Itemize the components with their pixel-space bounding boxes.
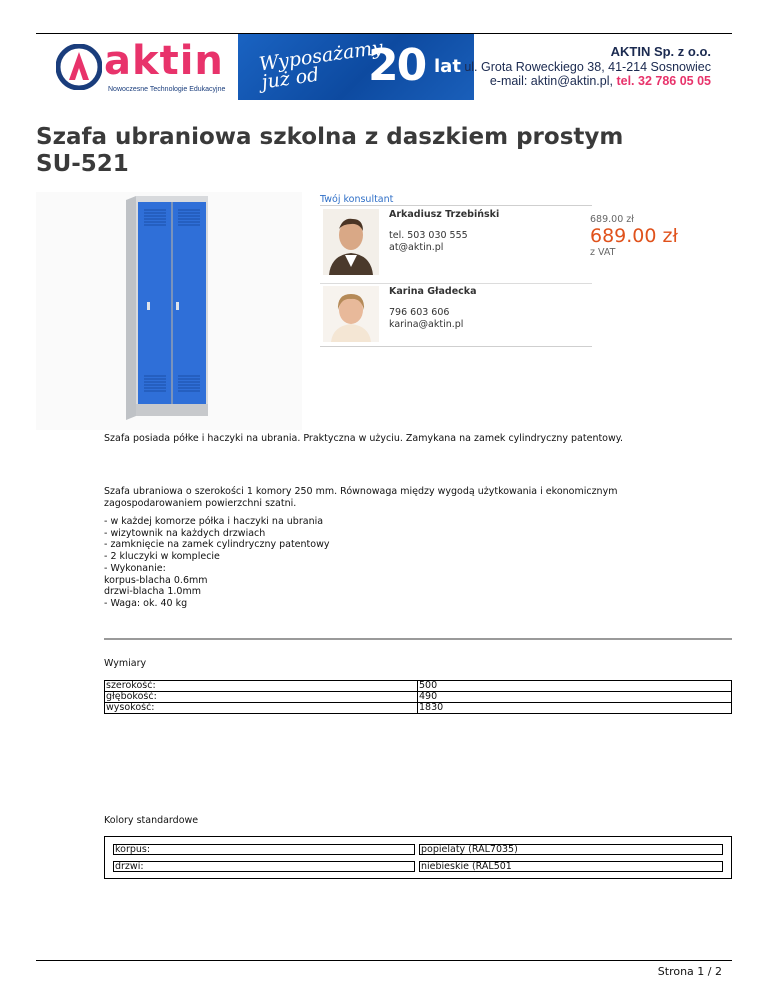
list-item: - Waga: ok. 40 kg <box>104 597 188 609</box>
logo-wordmark: aktin <box>104 38 224 84</box>
consultant-contact-2 <box>389 307 463 331</box>
banner-years-suffix: lat <box>434 56 461 77</box>
person-avatar-icon <box>323 286 379 342</box>
consultant-phone-1[interactable]: tel. 503 030 555 <box>389 230 468 241</box>
consultant-phone-2[interactable]: 796 603 606 <box>389 307 450 318</box>
table-cell-label: korpus: <box>113 844 415 855</box>
logo-tagline: Nowoczesne Technologie Edukacyjne <box>108 86 226 93</box>
company-phone[interactable]: tel. 32 786 05 05 <box>616 74 711 88</box>
page-number: Strona 1 / 2 <box>657 965 722 978</box>
table-row <box>105 681 732 692</box>
table-cell-value: 1830 <box>418 703 732 714</box>
aktin-logo[interactable] <box>56 40 236 98</box>
company-info <box>464 45 711 89</box>
company-contact <box>464 74 711 89</box>
consultant-heading[interactable]: Twój konsultant <box>320 194 394 205</box>
dimensions-table <box>104 680 732 714</box>
consultant-divider <box>320 283 592 284</box>
table-cell-label: głębokość: <box>105 692 418 703</box>
list-item: - wizytownik na każdych drzwiach <box>104 527 266 539</box>
locker-image <box>36 192 302 430</box>
price-net: 689.00 zł <box>590 214 634 225</box>
consultant-contact-1 <box>389 230 468 254</box>
table-row <box>105 692 732 703</box>
consultant-photo-2 <box>323 286 379 352</box>
product-title: Szafa ubraniowa szkolna z daszkiem prostym SU-521 <box>36 124 624 177</box>
consultant-name-1: Arkadiusz Trzebiński <box>389 209 500 220</box>
consultant-photo-1 <box>323 209 379 275</box>
table-cell-label: drzwi: <box>113 861 415 872</box>
anniversary-banner <box>238 34 474 100</box>
list-item: drzwi-blacha 1.0mm <box>104 586 201 598</box>
list-item: - w każdej komorze półka i haczyki na ubrania <box>104 516 324 527</box>
table-row <box>105 703 732 714</box>
description-intro: Szafa posiada półke i haczyki na ubrania. Praktyczna w użyciu. Zamykana na zamek cylindryczny patentowy. <box>104 433 624 444</box>
person-avatar-icon <box>323 209 379 275</box>
description-paragraph: Szafa ubraniowa o szerokości 1 komory 250 mm. Równowaga między wygodą użytkowania i ekonomicznym zagospodarowaniem powierzchni szatni. <box>104 486 618 509</box>
section-divider <box>104 638 732 640</box>
banner-slogan: Wyposażamy już od <box>257 36 385 94</box>
colors-table <box>104 836 732 879</box>
company-name: AKTIN Sp. z o.o. <box>610 44 711 59</box>
table-cell-label: szerokość: <box>105 681 418 692</box>
consultant-email-1[interactable]: at@aktin.pl <box>389 242 444 253</box>
dimensions-heading: Wymiary <box>104 658 147 669</box>
consultant-name-2: Karina Gładecka <box>389 286 477 297</box>
list-item: - 2 kluczyki w komplecie <box>104 551 220 563</box>
price-vat-note: z VAT <box>590 247 616 258</box>
bottom-rule <box>36 960 732 961</box>
features-list <box>104 516 724 610</box>
table-cell-value: 490 <box>418 692 732 703</box>
price-gross: 689.00 zł <box>590 225 678 247</box>
company-email[interactable]: e-mail: aktin@aktin.pl, <box>489 74 613 88</box>
list-item: - Wykonanie: <box>104 562 166 574</box>
banner-years: 20 <box>368 40 426 91</box>
list-item: - zamknięcie na zamek cylindryczny patentowy <box>104 539 330 551</box>
table-cell-value: niebieskie (RAL501 <box>419 861 723 872</box>
table-cell-value: 500 <box>418 681 732 692</box>
table-cell-value: popielaty (RAL7035) <box>419 844 723 855</box>
consultant-email-2[interactable]: karina@aktin.pl <box>389 319 464 330</box>
company-address: ul. Grota Roweckiego 38, 41-214 Sosnowiec <box>464 59 711 74</box>
product-image[interactable] <box>36 192 302 430</box>
table-cell-label: wysokość: <box>105 703 418 714</box>
list-item: korpus-blacha 0.6mm <box>104 574 208 586</box>
colors-heading: Kolory standardowe <box>104 815 199 826</box>
logo-mark-icon <box>56 44 102 90</box>
